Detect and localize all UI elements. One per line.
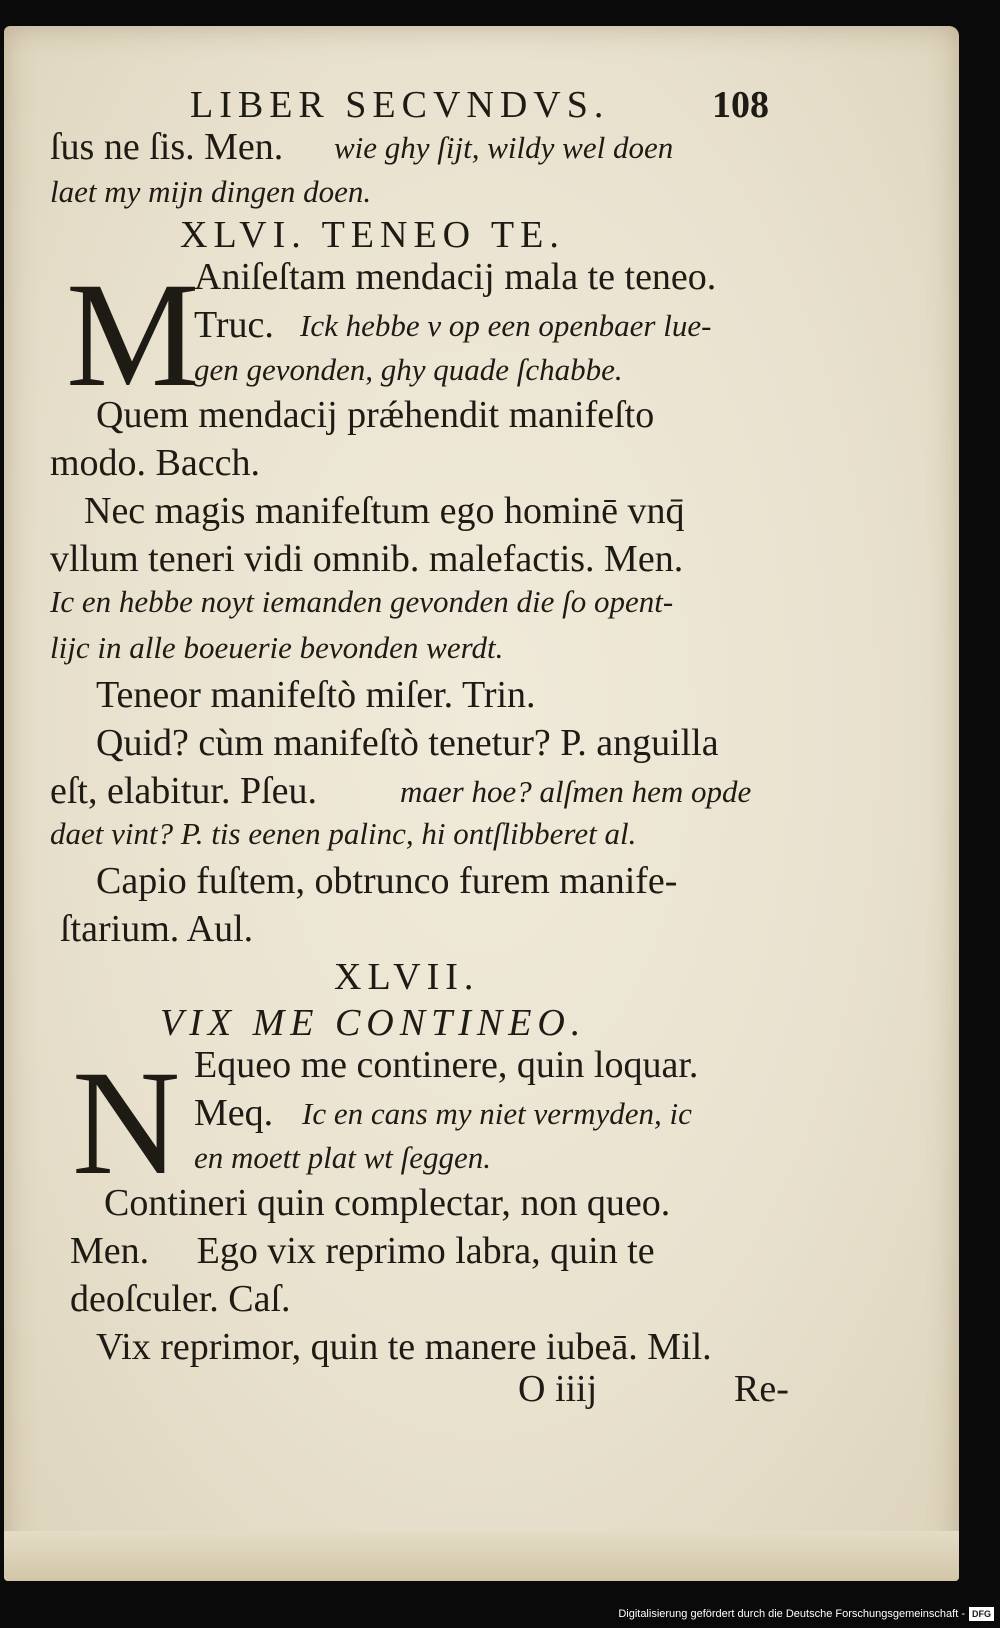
text-line: Capio fuſtem, obtrunco furem manife-: [96, 860, 678, 902]
text-line: eſt, elabitur. Pſeu.: [50, 770, 318, 812]
text-line-dutch: Ic en hebbe noyt iemanden gevonden die ſo opent-: [50, 584, 674, 619]
book-page: [4, 26, 959, 1581]
text-line-dutch: Ic en cans my niet vermyden, ic: [302, 1096, 692, 1131]
text-line: Truc.: [194, 304, 274, 346]
text-line: Men. Ego vix reprimo labra, quin te: [70, 1230, 655, 1272]
text-line-dutch: lijc in alle boeuerie bevonden werdt.: [50, 630, 504, 665]
text-line: Quid? cùm manifeſtò tenetur? P. anguilla: [96, 722, 719, 764]
text-line: Meq.: [194, 1092, 274, 1134]
running-title: LIBER SECVNDVS.: [190, 84, 610, 126]
text-line: modo. Bacch.: [50, 442, 261, 484]
page-number: 108: [712, 84, 769, 126]
footer-text: Digitalisierung gefördert durch die Deutsche Forschungsgemeinschaft -: [618, 1608, 965, 1620]
text-line: Vix reprimor, quin te manere iubeā. Mil.: [96, 1326, 712, 1368]
digitization-footer: [600, 1604, 994, 1624]
text-line: ſtarium. Aul.: [60, 908, 254, 950]
signature-mark: O iiij: [518, 1368, 598, 1410]
text-line: Contineri quin complectar, non queo.: [104, 1182, 671, 1224]
text-line-dutch: gen gevonden, ghy quade ſchabbe.: [194, 352, 623, 387]
text-line-dutch: maer hoe? alſmen hem opde: [400, 774, 752, 809]
section-heading: VIX ME CONTINEO.: [160, 1002, 587, 1044]
text-line-dutch: en moett plat wt ſeggen.: [194, 1140, 492, 1175]
text-line: Quem mendacij prǽhendit manifeſto: [96, 394, 655, 436]
section-heading: XLVII.: [334, 956, 480, 998]
drop-cap: N: [72, 1040, 181, 1206]
text-line: Teneor manifeſtò miſer. Trin.: [96, 674, 536, 716]
text-line-dutch: Ick hebbe v op een openbaer lue-: [300, 308, 712, 343]
drop-cap: M: [66, 252, 200, 418]
text-line: deoſculer. Caſ.: [70, 1278, 291, 1320]
section-heading: XLVI. TENEO TE.: [180, 214, 565, 256]
text-line: Equeo me continere, quin loquar.: [194, 1044, 699, 1086]
catchword: Re-: [734, 1368, 789, 1410]
dfg-logo: DFG: [969, 1607, 994, 1621]
text-line: Nec magis manifeſtum ego hominē vnq̄: [84, 490, 685, 532]
text-line: ſus ne ſis. Men.: [50, 126, 284, 168]
text-line: vllum teneri vidi omnib. malefactis. Men.: [50, 538, 684, 580]
text-line-dutch: daet vint? P. tis eenen palinc, hi ontſlibberet al.: [50, 816, 637, 851]
text-line-dutch: laet my mijn dingen doen.: [50, 174, 372, 209]
text-line: Aniſeſtam mendacij mala te teneo.: [194, 256, 717, 298]
text-line-dutch: wie ghy ſijt, wildy wel doen: [334, 130, 674, 165]
